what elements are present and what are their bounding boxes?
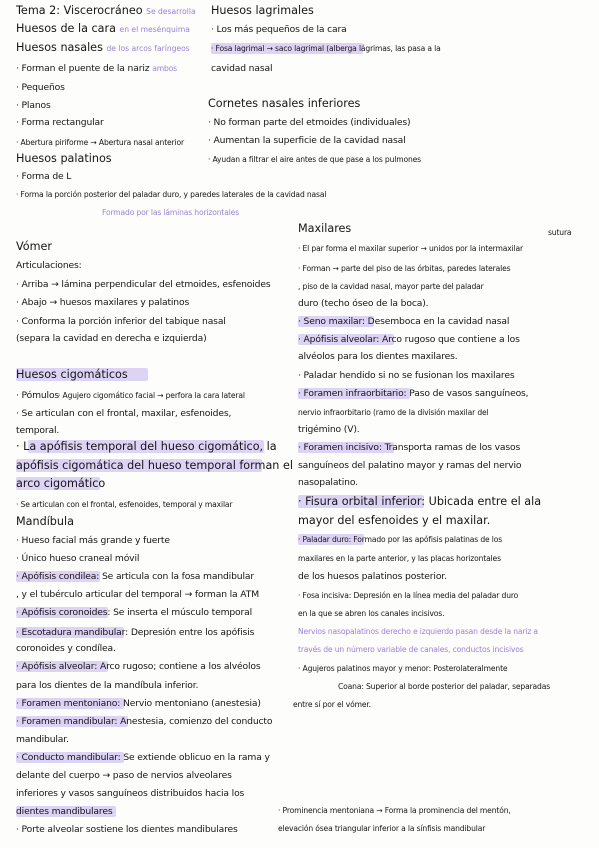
list-item: · Pequeños <box>16 82 65 93</box>
list-item: · Ayudan a filtrar el aire antes de que pase a los pulmones <box>208 155 421 164</box>
list-item: · Porte alveolar sostiene los dientes mandibulares <box>16 824 238 835</box>
list-item: · Forman → parte del piso de las órbitas, paredes laterales <box>298 264 511 273</box>
list-item: duro (techo óseo de la boca). <box>298 298 429 309</box>
list-item: dientes mandibulares <box>16 806 113 817</box>
heading-cornetes: Cornetes nasales inferiores <box>208 97 361 110</box>
list-item: sanguíneos del palatino mayor y ramas del nervio <box>298 460 522 471</box>
list-item: · Fisura orbital inferior: Ubicada entre el ala <box>298 495 542 508</box>
palatinos-note: Formado por las láminas horizontales <box>102 208 240 217</box>
list-item: (separa la cavidad en derecha e izquierda) <box>16 333 207 344</box>
list-item: apófisis cigomática del hueso temporal forman el <box>16 459 293 472</box>
list-item: para los dientes de la mandíbula inferior. <box>16 680 199 691</box>
list-item: · Los más pequeños de la cara <box>211 24 347 35</box>
list-item: · Se articulan con el frontal, esfenoides, temporal y maxilar <box>16 500 233 509</box>
list-item: coronoides y condílea. <box>16 643 116 654</box>
list-item: · Forma rectangular <box>16 117 104 128</box>
list-item: arco cigomático <box>16 477 106 490</box>
side-note: sutura <box>548 228 572 237</box>
list-item: · Escotadura mandibular: Depresión entre los apófisis <box>16 627 255 638</box>
list-item: · Abertura piriforme → Abertura nasal anterior <box>16 138 184 147</box>
list-item: nasopalatino. <box>298 477 358 488</box>
list-item: · Conforma la porción inferior del tabique nasal <box>16 316 226 327</box>
list-item: · Apófisis coronoides: Se inserta el músculo temporal <box>16 607 253 618</box>
list-item: · Conducto mandibular: Se extiende oblicuo en la rama y <box>16 752 270 763</box>
list-item: · Paladar duro: Formado por las apófisis palatinas de los <box>298 535 503 544</box>
list-item: · Agujeros palatinos mayor y menor: Posterolateralmente <box>298 664 508 673</box>
list-item: elevación ósea triangular inferior a la sínfisis mandibular <box>278 824 486 833</box>
heading-huesos-nasales: Huesos nasales de los arcos faríngeos <box>16 41 190 54</box>
list-item: · Forma de L <box>16 171 72 182</box>
list-item: · Pómulos <box>16 390 60 401</box>
heading-huesos-lagrimales: Huesos lagrimales <box>211 4 314 17</box>
list-item: · Arriba → lámina perpendicular del etmoides, esfenoides <box>16 279 271 290</box>
heading-maxilares: Maxilares <box>298 222 352 235</box>
list-item: , piso de la cavidad nasal, mayor parte del paladar <box>298 282 484 291</box>
list-item: de los huesos palatinos posterior. <box>298 571 447 582</box>
list-item: · No forman parte del etmoides (individuales) <box>208 117 411 128</box>
list-item: inferiores y vasos sanguíneos distribuidos hacia los <box>16 788 245 799</box>
list-item: · Agujero cigomático facial → perfora la cara lateral <box>58 391 245 400</box>
list-item: · Foramen infraorbitario: Paso de vasos sanguíneos, <box>298 388 529 399</box>
list-item: mayor del esfenoides y el maxilar. <box>298 514 491 527</box>
list-item: · Abajo → huesos maxilares y palatinos <box>16 297 190 308</box>
list-item: · Foramen mandibular: Anestesia, comienzo del conducto <box>16 716 273 727</box>
list-item: · La apófisis temporal del hueso cigomático, la <box>16 440 277 453</box>
list-item: · Fosa incisiva: Depresión en la línea media del paladar duro <box>298 591 519 600</box>
list-item: cavidad nasal <box>211 63 273 74</box>
list-item: · Fosa lagrimal → saco lagrimal (alberga lágrimas, las pasa a la <box>211 44 441 53</box>
list-item: · Apófisis alveolar: Arco rugoso; contiene a los alvéolos <box>16 661 261 672</box>
list-item: entre sí por el vómer. <box>293 700 371 709</box>
list-item: Articulaciones: <box>16 260 82 271</box>
list-item: · Aumentan la superficie de la cavidad nasal <box>208 135 406 146</box>
list-item: trigémino (V). <box>298 424 360 435</box>
list-item: · Seno maxilar: Desemboca en la cavidad nasal <box>298 316 510 327</box>
list-item: · Foramen mentoniano: Nervio mentoniano (anestesia) <box>16 698 261 709</box>
list-item: temporal. <box>16 425 60 436</box>
list-item: · Único hueso craneal móvil <box>16 553 140 564</box>
list-item: · Paladar hendido si no se fusionan los maxilares <box>298 370 515 381</box>
list-item: mandibular. <box>16 734 69 745</box>
heading-vomer: Vómer <box>16 240 53 253</box>
heading-huesos-cara: Huesos de la cara en el mesénquima <box>16 22 190 35</box>
list-item: , y el tubérculo articular del temporal → forman la ATM <box>16 589 259 600</box>
list-item: · Hueso facial más grande y fuerte <box>16 535 170 546</box>
purple-note: través de un número variable de canales, conductos incisivos <box>298 645 524 654</box>
list-item: Coana: Superior al borde posterior del paladar, separadas <box>338 682 551 691</box>
list-item: · Forma la porción posterior del paladar duro, y paredes laterales de la cavidad nasal <box>16 190 327 199</box>
list-item: · Se articulan con el frontal, maxilar, esfenoides, <box>16 408 232 419</box>
list-item: · Foramen incisivo: Transporta ramas de los vasos <box>298 442 521 453</box>
purple-note: Nervios nasopalatinos derecho e izquierdo pasan desde la nariz a <box>298 627 538 636</box>
heading-huesos-palatinos: Huesos palatinos <box>16 152 112 165</box>
list-item: · El par forma el maxilar superior → unidos por la intermaxilar <box>298 244 523 253</box>
list-item: delante del cuerpo → paso de nervios alveolares <box>16 770 232 781</box>
heading-mandibula: Mandíbula <box>16 515 74 528</box>
list-item: · Forman el puente de la nariz ambos <box>16 63 177 74</box>
page-title: Tema 2: Viscerocráneo Se desarrolla <box>16 4 196 17</box>
list-item: · Apófisis condilea: Se articula con la fosa mandibular <box>16 571 254 582</box>
list-item: nervio infraorbitario (ramo de la división maxilar del <box>298 408 489 417</box>
list-item: · Apófisis alveolar: Arco rugoso que contiene a los <box>298 334 520 345</box>
list-item: alvéolos para los dientes maxilares. <box>298 351 458 362</box>
heading-huesos-cigomaticos: Huesos cigomáticos <box>16 368 128 381</box>
list-item: en la que se abren los canales incisivos. <box>298 609 445 618</box>
list-item: · Prominencia mentoniana → Forma la prominencia del mentón, <box>278 806 511 815</box>
list-item: maxilares en la parte anterior, y las placas horizontales <box>298 554 501 563</box>
list-item: · Planos <box>16 100 51 111</box>
